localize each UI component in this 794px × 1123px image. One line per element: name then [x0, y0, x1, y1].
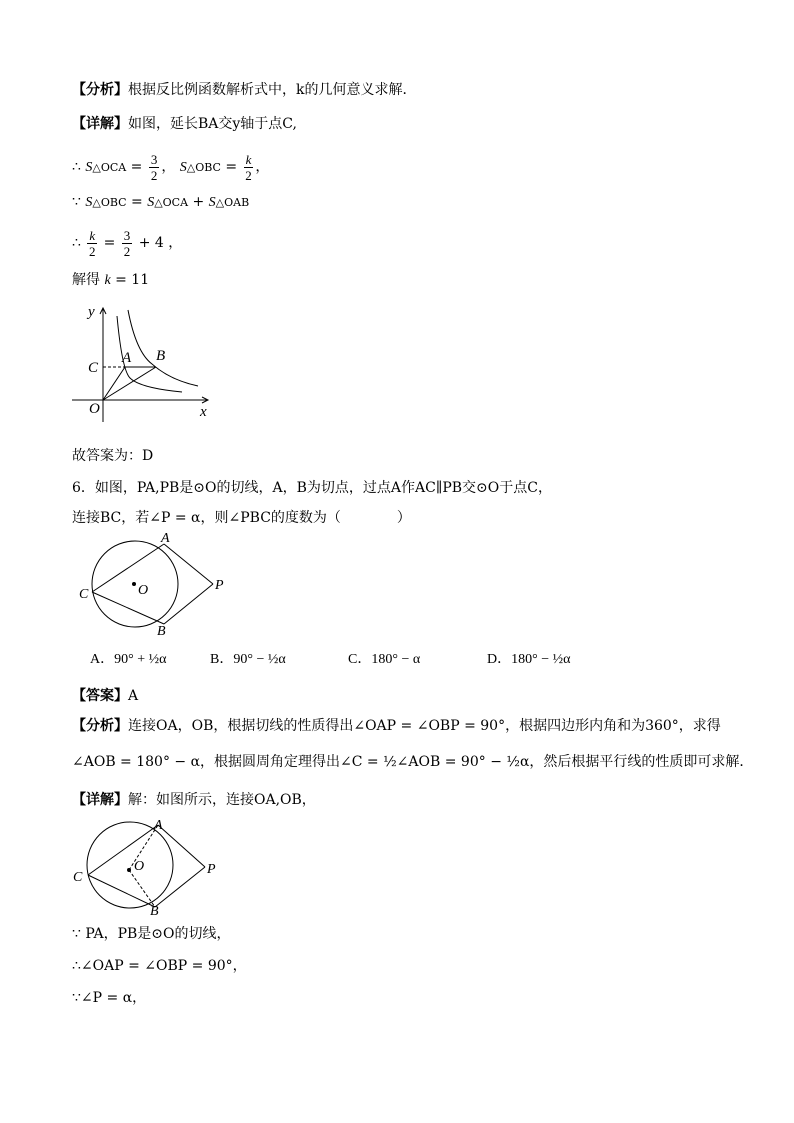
detail-label-2: 【详解】	[72, 792, 128, 808]
q5-analysis-line	[72, 80, 416, 100]
q5-eq3: ∴ $\frac{k}{2}$ = $\frac{3}{2}$ + 4 ，	[72, 227, 183, 259]
fig6b-label-o: O	[134, 859, 145, 874]
fig5-label-o: O	[89, 401, 100, 417]
fig6b-label-b: B	[150, 904, 159, 919]
q6-analysis-line1	[72, 716, 721, 736]
q6-step2: ∴∠OAP = ∠OBP = 90°，	[72, 958, 247, 974]
fig5-label-a: A	[122, 350, 132, 366]
q5-detail-line	[72, 114, 297, 134]
q5-eq2: ∵ S△OBC = S△OCA + S△OAB	[72, 194, 250, 210]
choice-b: B．90° − ½α	[210, 652, 286, 667]
q6-detail-text: 解：如图所示，连接OA,OB，	[128, 792, 316, 808]
q6-answer-line	[72, 686, 138, 706]
fig6-label-p: P	[215, 578, 224, 593]
q5-figure	[70, 300, 220, 430]
q6-step3: ∵∠P = α，	[72, 990, 147, 1006]
detail-label: 【详解】	[72, 116, 128, 132]
q6-stem-line1: 6．如图，PA,PB是⊙O的切线，A，B为切点，过点A作AC∥PB交⊙O于点C，	[72, 480, 552, 496]
analysis-label: 【分析】	[72, 82, 128, 98]
q6-figure	[76, 532, 236, 636]
answer-label: 【答案】	[72, 688, 128, 704]
fig5-label-y: y	[88, 304, 95, 320]
fig5-label-c: C	[88, 360, 99, 376]
q5-eq1: ∴ S△OCA = $\frac{3}{2}$ ， S△OBC = $\frac{k}{2}$ ，	[72, 151, 270, 183]
q6-stem-line2: 连接BC，若∠P = α，则∠PBC的度数为（ ）	[72, 510, 411, 526]
fig6-label-o: O	[138, 583, 149, 598]
fig6b-label-c: C	[73, 870, 83, 885]
q6-answer: A	[128, 688, 139, 704]
fig6-label-b: B	[157, 624, 166, 636]
fig6b-label-p: P	[207, 862, 216, 877]
q6-detail-line	[72, 790, 316, 810]
fig6b-label-a: A	[154, 818, 163, 833]
q5-analysis-text: 根据反比例函数解析式中，k的几何意义求解．	[128, 82, 417, 98]
fig6-label-a: A	[161, 532, 170, 546]
q5-final: 故答案为：D	[72, 448, 154, 464]
choice-c: C．180° − α	[348, 652, 421, 667]
q6-detail-figure	[70, 815, 230, 919]
choice-d: D．180° − ½α	[487, 652, 571, 667]
analysis-label-2: 【分析】	[72, 718, 128, 734]
fig6-label-c: C	[79, 587, 89, 602]
q5-solve: 解得 k = 11	[72, 272, 150, 288]
fig5-label-x: x	[200, 404, 207, 420]
q6-step1: ∵ PA，PB是⊙O的切线，	[72, 926, 231, 942]
q6-analysis-text1: 连接OA，OB，根据切线的性质得出∠OAP = ∠OBP = 90°，根据四边形内角和为360°，求得	[128, 718, 721, 734]
q5-detail-text: 如图，延长BA交y轴于点C,	[128, 116, 297, 132]
fig5-label-b: B	[156, 348, 166, 364]
q6-analysis-line2: ∠AOB = 180° − α，根据圆周角定理得出∠C = ½∠AOB = 90° − ½α，然后根据平行线的性质即可求解．	[72, 754, 754, 770]
choice-a: A．90° + ½α	[90, 652, 167, 667]
